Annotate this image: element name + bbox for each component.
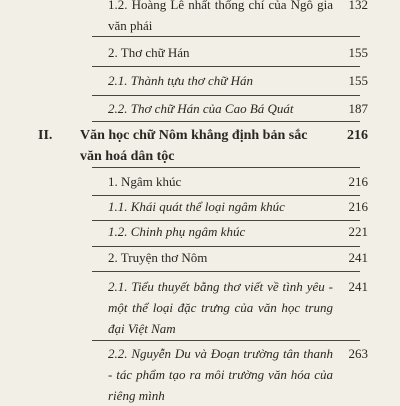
- toc-entry-2-1-tieu-thuyet: 2.1. Tiểu thuyết bằng thơ viết về tình yêu - một thể loại đặc trưng của văn học trung đại Việt Nam: [108, 279, 333, 336]
- toc-page-number: 241: [348, 250, 368, 265]
- toc-page-number: 155: [348, 45, 368, 60]
- toc-page-number: 187: [348, 101, 368, 116]
- toc-page-number: 216: [348, 174, 368, 189]
- row-divider: [92, 66, 360, 67]
- row-divider: [92, 95, 360, 96]
- toc-section-van-hoc-chu-nom: Văn học chữ Nôm khẳng định bản sắc văn hoá dân tộc: [80, 128, 308, 164]
- toc-page-number: 216: [347, 128, 368, 143]
- row-divider: [92, 340, 360, 341]
- section-numeral: II.: [38, 128, 53, 143]
- toc-entry-1-1-khai-quat: 1.1. Khái quát thể loại ngâm khúc: [108, 199, 285, 214]
- toc-entry-2-tho-chu-han: 2. Thơ chữ Hán: [108, 45, 190, 60]
- toc-entry-text: 1.2. Hoàng Lê nhất thống chí của Ngô gia văn phái: [108, 0, 333, 33]
- row-divider: [92, 271, 360, 272]
- toc-entry-1-2-hoang-le: [108, 0, 333, 36]
- row-divider: [92, 167, 360, 168]
- toc-page-number: 221: [348, 224, 368, 239]
- toc-page-number: 263: [348, 346, 368, 361]
- toc-page-number: 132: [348, 0, 368, 12]
- toc-entry-2-truyen-tho-nom: 2. Truyện thơ Nôm: [108, 250, 208, 265]
- toc-page-number: 155: [348, 73, 368, 88]
- toc-entry-1-ngam-khuc: 1. Ngâm khúc: [108, 174, 182, 189]
- toc-page-number: 216: [348, 199, 368, 214]
- toc-page-number: 241: [348, 279, 368, 294]
- toc-entry-2-2-nguyen-du: 2.2. Nguyễn Du và Đoạn trường tân thanh - tác phẩm tạo ra môi trường văn hóa của riêng mình: [108, 346, 333, 403]
- toc-entry-1-2-chinh-phu: 1.2. Chinh phụ ngâm khúc: [108, 224, 246, 239]
- toc-entry-2-1-thanh-tuu: 2.1. Thành tựu thơ chữ Hán: [108, 73, 253, 88]
- row-divider: [92, 121, 360, 122]
- toc-entry-2-2-cao-ba-quat: 2.2. Thơ chữ Hán của Cao Bá Quát: [108, 101, 294, 116]
- row-divider: [92, 36, 360, 37]
